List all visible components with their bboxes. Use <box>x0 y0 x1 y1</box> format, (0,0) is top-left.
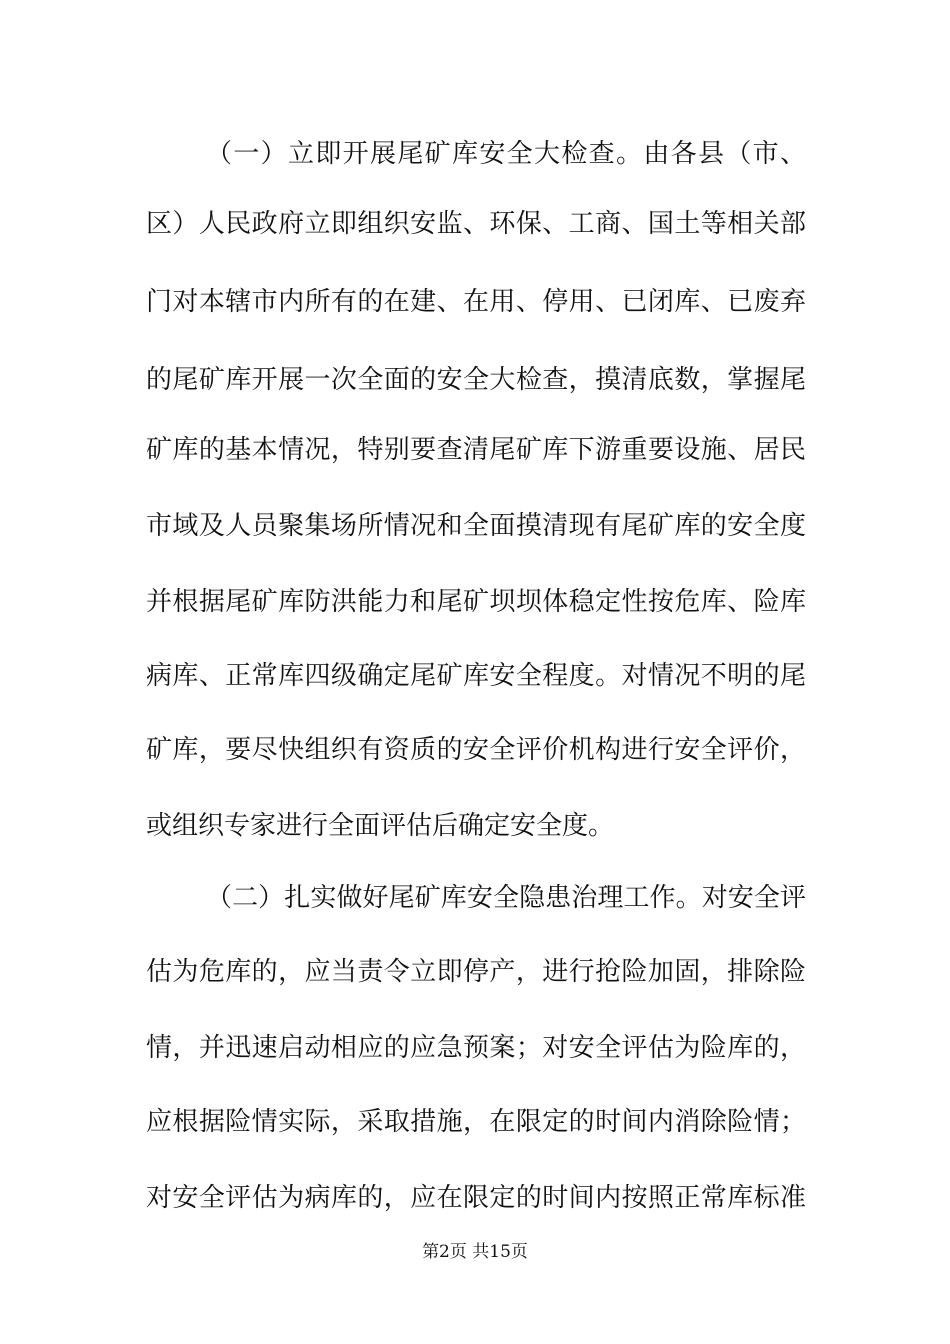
paragraph-2-line-4: 应根据险情实际，采取措施，在限定的时间内消除险情； <box>146 1107 806 1137</box>
paragraph-1-line-5: 矿库的基本情况，特别要查清尾矿库下游重要设施、居民 <box>146 435 806 465</box>
paragraph-2-line-1: （二）扎实做好尾矿库安全隐患治理工作。对安全评 <box>206 883 806 913</box>
paragraph-1-line-10: 或组织专家进行全面评估后确定安全度。 <box>146 811 615 841</box>
paragraph-1-line-1: （一）立即开展尾矿库安全大检查。由各县（市、 <box>206 139 806 169</box>
paragraph-1-line-2: 区）人民政府立即组织安监、环保、工商、国土等相关部 <box>146 209 806 239</box>
paragraph-2-line-2: 估为危库的，应当责令立即停产，进行抢险加固，排除险 <box>146 957 806 987</box>
paragraph-1-line-7: 并根据尾矿库防洪能力和尾矿坝坝体稳定性按危库、险库 <box>146 587 806 617</box>
paragraph-2-line-3: 情，并迅速启动相应的应急预案；对安全评估为险库的， <box>146 1033 806 1063</box>
paragraph-1-line-9: 矿库，要尽快组织有资质的安全评价机构进行安全评价， <box>146 735 806 765</box>
paragraph-1-line-6: 市域及人员聚集场所情况和全面摸清现有尾矿库的安全度 <box>146 511 806 541</box>
paragraph-1-line-3: 门对本辖市内所有的在建、在用、停用、已闭库、已废弃 <box>146 287 806 317</box>
page-footer: 第2页 共15页 <box>422 1242 528 1262</box>
paragraph-1-line-4: 的尾矿库开展一次全面的安全大检查，摸清底数，掌握尾 <box>146 365 806 395</box>
paragraph-1-line-8: 病库、正常库四级确定尾矿库安全程度。对情况不明的尾 <box>146 661 806 691</box>
paragraph-2-line-5: 对安全评估为病库的，应在限定的时间内按照正常库标准 <box>146 1183 806 1213</box>
